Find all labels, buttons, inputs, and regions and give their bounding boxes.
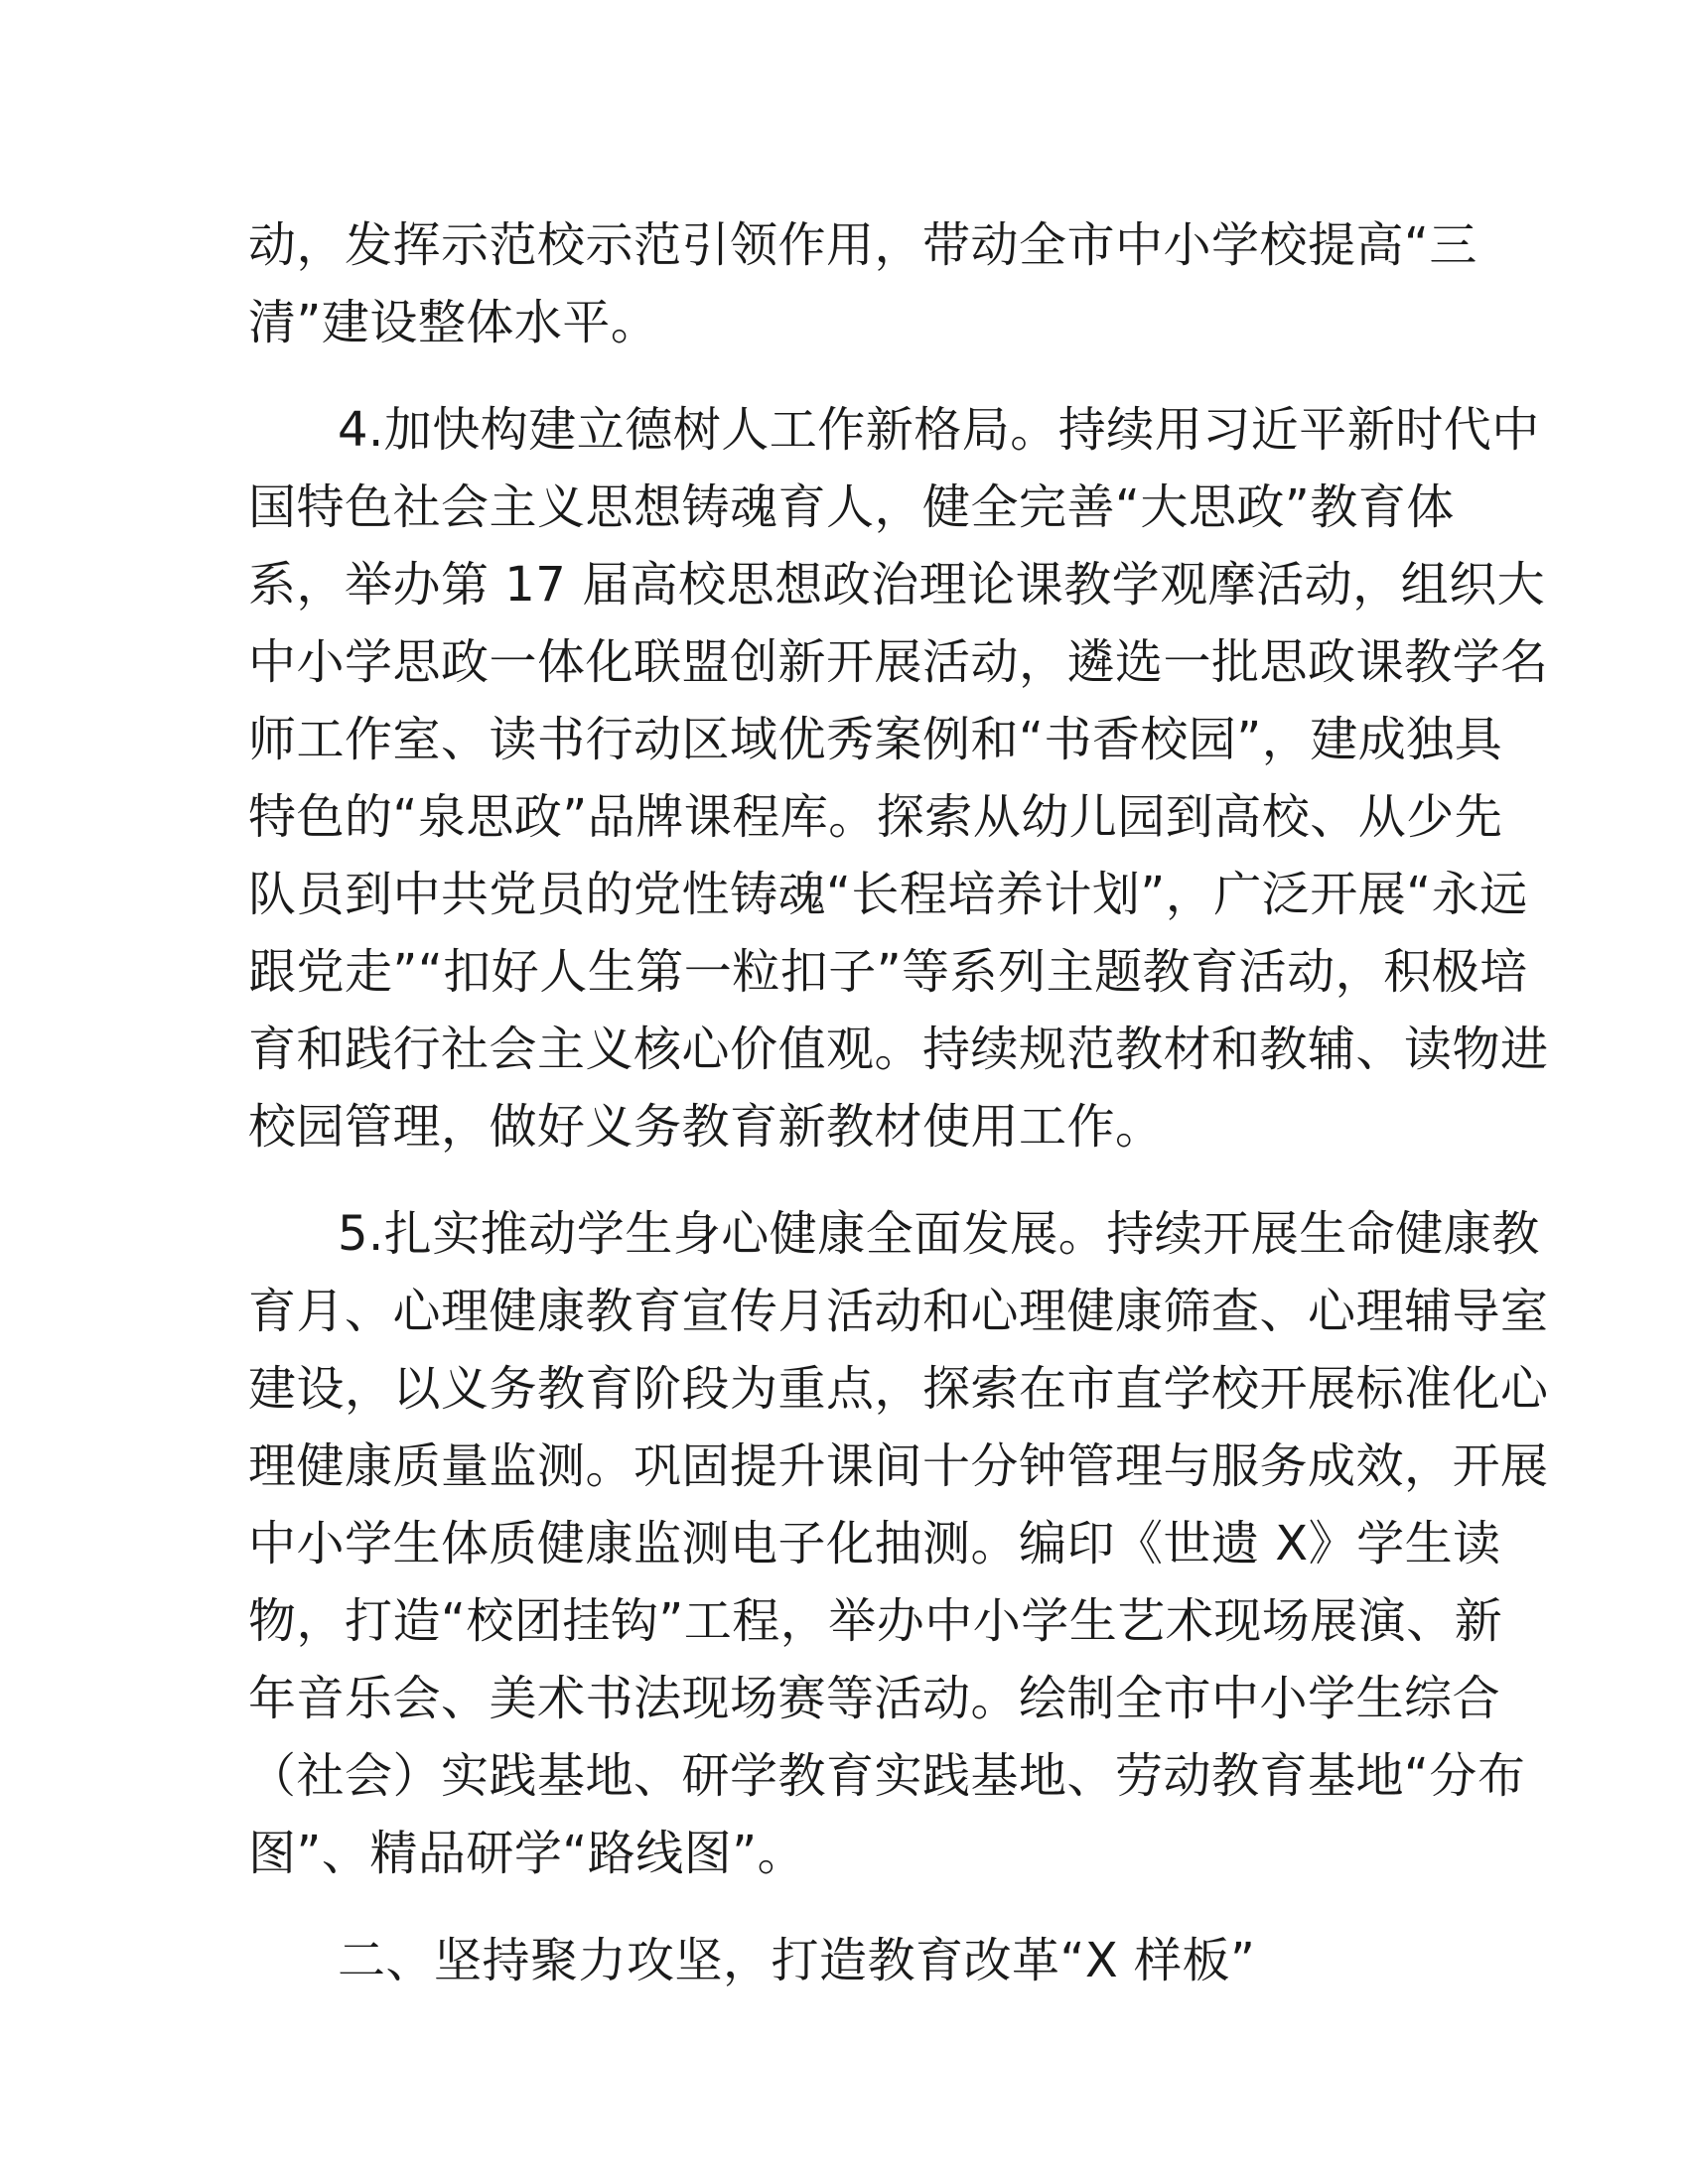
text-line: 建设，以义务教育阶段为重点，探索在市直学校开展标准化心 [248, 1361, 1549, 1417]
text-line: 清”建设整体水平。 [248, 295, 659, 350]
document-body [248, 206, 1549, 1999]
text-line: （社会）实践基地、研学教育实践基地、劳动教育基地“分布 [248, 1748, 1526, 1804]
section-heading [248, 1922, 1440, 1999]
text-line: 动，发挥示范校示范引领作用，带动全市中小学校提高“三 [248, 217, 1477, 273]
text-line: 育月、心理健康教育宣传月活动和心理健康筛查、心理辅导室 [248, 1284, 1549, 1339]
text-line: 系，举办第 17 届高校思想政治理论课教学观摩活动，组织大 [248, 557, 1546, 613]
text-line: 理健康质量监测。巩固提升课间十分钟管理与服务成效，开展 [248, 1438, 1549, 1494]
paragraph-student-health [248, 1195, 1549, 1892]
text-line: 跟党走”“扣好人生第一粒扣子”等系列主题教育活动，积极培 [248, 944, 1528, 1000]
text-line: 4.加快构建立德树人工作新格局。持续用习近平新时代中 [338, 402, 1540, 458]
paragraph-continuation [248, 206, 1477, 361]
text-line: 队员到中共党员的党性铸魂“长程培养计划”，广泛开展“永远 [248, 867, 1528, 922]
text-line: 育和践行社会主义核心价值观。持续规范教材和教辅、读物进 [248, 1022, 1549, 1077]
text-line: 中小学生体质健康监测电子化抽测。编印《世遗 X》学生读 [248, 1516, 1501, 1571]
paragraph-moral-education [248, 391, 1549, 1165]
text-line: 国特色社会主义思想铸魂育人，健全完善“大思政”教育体 [248, 479, 1455, 535]
text-line: 图”、精品研学“路线图”。 [248, 1826, 806, 1881]
text-line: 年音乐会、美术书法现场赛等活动。绘制全市中小学生综合 [248, 1671, 1501, 1726]
text-line: 师工作室、读书行动区域优秀案例和“书香校园”，建成独具 [248, 712, 1503, 767]
section-heading-text: 二、坚持聚力攻坚，打造教育改革“X 样板” [338, 1933, 1256, 1988]
text-line: 中小学思政一体化联盟创新开展活动，遴选一批思政课教学名 [248, 634, 1549, 690]
text-line: 5.扎实推动学生身心健康全面发展。持续开展生命健康教 [338, 1206, 1540, 1262]
text-line: 校园管理，做好义务教育新教材使用工作。 [248, 1099, 1164, 1155]
text-line: 物，打造“校团挂钩”工程，举办中小学生艺术现场展演、新 [248, 1593, 1503, 1649]
text-line: 特色的“泉思政”品牌课程库。探索从幼儿园到高校、从少先 [248, 789, 1503, 845]
